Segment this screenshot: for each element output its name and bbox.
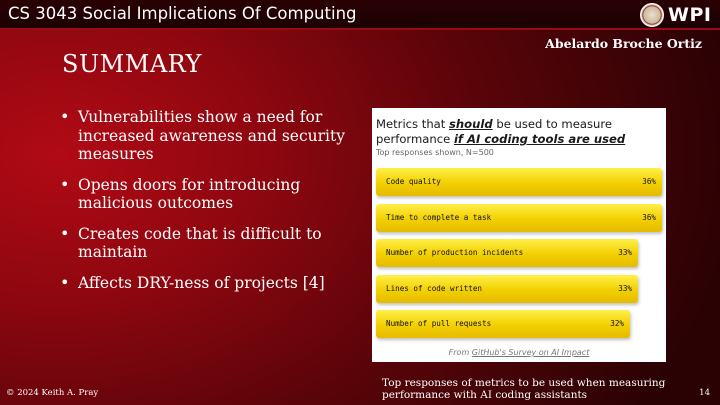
course-title: CS 3043 Social Implications Of Computing [8,4,357,23]
copyright-text: © 2024 Keith A. Pray [6,388,99,398]
wpi-logo [640,2,711,28]
bar [376,168,662,196]
bullet-item: • Opens doors for introducing malicious outcomes [58,176,358,213]
bar-value-label: 33% [618,248,632,257]
figure-caption: Top responses of metrics to be used when measuring performance with AI coding assistants [382,377,666,401]
bar-row [376,204,662,232]
bar [376,204,662,232]
bar-label: Number of production incidents [386,248,524,257]
bullet-item: • Vulnerabilities show a need for increased awareness and security measures [58,108,358,164]
bar-value-label: 33% [618,283,632,293]
author-name: Abelardo Broche Ortiz [545,36,702,51]
chart-title-middle: be used to measure performance [376,117,612,146]
bullet-list [58,108,358,304]
bar-row [376,168,662,196]
bar-label: Code quality [386,177,441,186]
bullet-item: • Creates code that is difficult to maintain [58,225,358,262]
chart-title-emphasis: should [449,117,493,131]
chart-title [376,117,662,147]
wpi-logo-text: WPI [668,4,712,26]
chart-title-emphasis-2: if AI coding tools are used [453,132,626,146]
bar-value-label: 36% [642,177,656,186]
bar-row [376,310,662,338]
bar [376,310,630,338]
chart-subtitle: Top responses shown, N=500 [376,148,494,157]
bar-value-label: 32% [610,319,624,328]
bar-label: Number of pull requests [386,319,492,328]
chart-source [372,348,666,357]
bar-label: Time to complete a task [386,212,492,222]
header-bar [0,0,720,30]
bar-label: Lines of code written [386,283,483,293]
bullet-item: • Affects DRY-ness of projects [4] [58,274,358,293]
bar [376,275,638,303]
survey-source-link[interactable]: GitHub's Survey on AI Impact [471,348,590,357]
bar [376,239,638,267]
bar-row [376,275,662,303]
bar-value-label: 36% [642,212,656,222]
chart-title-prefix: Metrics that [376,117,449,131]
chart-source-prefix: From [448,348,472,357]
page-number: 14 [699,388,710,398]
wpi-seal-icon [640,3,664,27]
survey-chart-figure [372,108,666,362]
slide-title: SUMMARY [62,50,202,78]
bar-row [376,239,662,267]
